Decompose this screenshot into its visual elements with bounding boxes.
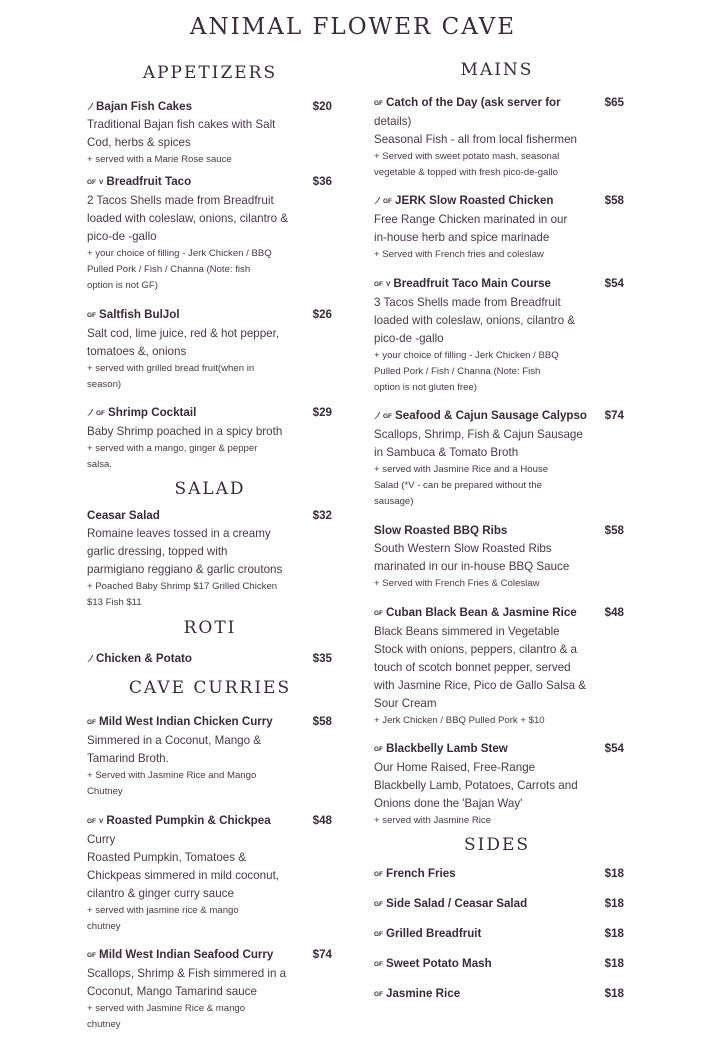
item-note-line: $13 Fish $11 [87,597,142,608]
item-description-line: Black Beans simmered in Vegetable [374,625,560,638]
spicy-pepper-icon [87,405,94,414]
menu-item [374,740,624,829]
menu-item [87,173,337,294]
item-name: Shrimp Cocktail [108,406,197,419]
menu-item [87,713,337,800]
item-name: Bajan Fish Cakes [96,100,193,113]
item-note-line: + served with grilled bread fruit(when in [87,363,255,374]
spicy-pepper-icon [87,651,94,660]
item-name: Catch of the Day (ask server for [386,96,561,109]
item-note-line: + served with Jasmine Rice [374,815,492,826]
item-note-line: + Served with French fries and coleslaw [374,249,544,260]
item-name-row [87,650,337,668]
item-description-line: garlic dressing, topped with [87,545,228,558]
item-name: Cuban Black Bean & Jasmine Rice [386,606,577,619]
section-heading: MAINS [460,60,534,80]
item-name-row [87,713,337,732]
item-note-line: Salad (*V - can be prepared without the [374,480,542,491]
item-name: Side Salad / Ceasar Salad [386,897,528,910]
item-price: $65 [601,94,624,112]
item-description-line: marinated in our in-house BBQ Sauce [374,560,570,573]
menu-item [374,407,624,510]
item-note-line: + served with Jasmine Rice and a House [374,464,549,475]
item-name-row [374,604,624,623]
item-description-line: Romaine leaves tossed in a creamy [87,527,271,540]
gluten-free-badge: GF [374,901,384,908]
gluten-free-badge: GF [374,871,384,878]
menu-item [374,925,624,944]
item-name-row [374,275,624,294]
item-description-line: Tamarind Broth. [87,752,169,765]
item-price: $18 [601,925,624,943]
gluten-free-badge: GF [87,952,97,959]
menu-item [374,94,624,181]
item-description-line: Onions done the 'Bajan Way' [374,797,523,810]
item-name-row [374,407,624,426]
item-description-line: Free Range Chicken marinated in our [374,213,568,226]
item-name: Blackbelly Lamb Stew [386,742,508,755]
item-name-row [87,173,337,192]
item-note-line: + Served with Jasmine Rice and Mango [87,770,257,781]
item-name-row [374,192,624,211]
item-price: $54 [601,275,624,293]
item-name: Roasted Pumpkin & Chickpea [106,814,271,827]
item-name-row [87,946,337,965]
gluten-free-badge: GF [374,610,384,617]
item-name: Jasmine Rice [386,987,461,1000]
item-price: $48 [601,604,624,622]
menu-title: ANIMAL FLOWER CAVE [189,14,517,40]
gluten-free-badge: GF [87,719,97,726]
item-description-line: Our Home Raised, Free-Range [374,761,536,774]
item-note-line: + Poached Baby Shrimp $17 Grilled Chicken [87,581,278,592]
menu-item [87,98,337,168]
item-description-line: with Jasmine Rice, Pico de Gallo Salsa & [374,679,586,692]
section-heading: APPETIZERS [142,63,278,83]
menu-item [374,522,624,592]
item-name-row [374,955,624,974]
section-heading: CAVE CURRIES [128,678,292,698]
vegetarian-badge: V [99,818,104,825]
item-price: $26 [309,306,332,324]
item-price: $18 [601,985,624,1003]
gluten-free-badge: GF [96,410,106,417]
item-note-line: + served with Jasmine Rice & mango [87,1003,246,1014]
item-name-row [87,306,337,325]
item-note-line: + your choice of filling - Jerk Chicken / BBQ [374,350,559,361]
gluten-free-badge: GF [383,198,393,205]
vegetarian-badge: V [386,281,391,288]
spicy-pepper-icon [374,193,381,202]
item-name: Seafood & Cajun Sausage Calypso [395,409,588,422]
item-name-row [87,812,337,831]
item-description-line: Scallops, Shrimp & Fish simmered in a [87,967,287,980]
item-name-row [374,925,624,944]
item-description-line: in Sambuca & Tomato Broth [374,446,519,459]
item-note-line: season) [87,379,122,390]
item-note-line: sausage) [374,496,414,507]
item-description-line: loaded with coleslaw, onions, cilantro & [374,314,576,327]
gluten-free-badge: GF [383,413,393,420]
item-description-line: Scallops, Shrimp, Fish & Cajun Sausage [374,428,583,441]
menu-item [87,812,337,935]
item-note-line: Chutney [87,786,123,797]
item-note-line: + served with a mango, ginger & pepper [87,443,258,454]
spicy-pepper-icon [374,408,381,417]
item-description-line: parmigiano reggiano & garlic croutons [87,563,283,576]
item-note-line: chutney [87,1019,121,1030]
item-description-line: South Western Slow Roasted Ribs [374,542,552,555]
menu-item [374,604,624,729]
item-name-row [374,522,624,540]
gluten-free-badge: GF [374,931,384,938]
item-note-line: Pulled Pork / Fish / Channa (Note: fish [87,264,251,275]
gluten-free-badge: GF [374,100,384,107]
item-name-row [374,865,624,884]
item-price: $32 [309,507,332,525]
item-price: $58 [601,522,624,540]
item-price: $20 [309,98,332,116]
item-note-line: + served with a Marie Rose sauce [87,154,232,165]
item-description-line: touch of scotch bonnet pepper, served [374,661,571,674]
item-price: $35 [309,650,332,668]
item-description-line: Coconut, Mango Tamarind sauce [87,985,257,998]
item-note-line: + Served with French Fries & Coleslaw [374,578,540,589]
gluten-free-badge: GF [87,818,97,825]
item-name: Ceasar Salad [87,509,160,522]
item-description-line: Simmered in a Coconut, Mango & [87,734,261,747]
item-description-line: Baby Shrimp poached in a spicy broth [87,425,283,438]
item-description-line: Seasonal Fish - all from local fishermen [374,133,577,146]
item-name: Slow Roasted BBQ Ribs [374,524,508,537]
item-price: $48 [309,812,332,830]
gluten-free-badge: GF [374,746,384,753]
item-price: $74 [601,407,624,425]
item-name-row [87,98,337,116]
menu-item [374,192,624,263]
item-note-line: + served with jasmine rice & mango [87,905,239,916]
item-price: $58 [309,713,332,731]
item-description-line: Blackbelly Lamb, Potatoes, Carrots and [374,779,578,792]
item-description-line: in-house herb and spice marinade [374,231,550,244]
item-name-row [374,94,624,113]
item-name: Grilled Breadfruit [386,927,482,940]
item-note-line: + Served with sweet potato mash, seasonal [374,151,560,162]
item-description-line: Salt cod, lime juice, red & hot pepper, [87,327,280,340]
item-note-line: option is not GF) [87,280,158,291]
item-description-line: Roasted Pumpkin, Tomatoes & [87,851,246,864]
menu-item [87,306,337,393]
spicy-pepper-icon [87,99,94,108]
item-name: JERK Slow Roasted Chicken [395,194,554,207]
vegetarian-badge: V [99,179,104,186]
item-price: $18 [601,895,624,913]
item-name: Breadfruit Taco Main Course [393,277,551,290]
item-description-line: Sour Cream [374,697,437,710]
item-note-line: + your choice of filling - Jerk Chicken / BBQ [87,248,272,259]
menu-item [87,650,337,668]
item-description-line: Cod, herbs & spices [87,136,191,149]
item-price: $29 [309,404,332,422]
item-name: Mild West Indian Seafood Curry [99,948,274,961]
gluten-free-badge: GF [374,281,384,288]
item-note-line: option is not gluten free) [374,382,477,393]
item-note-line: + Jerk Chicken / BBQ Pulled Pork + $10 [374,715,545,726]
item-price: $18 [601,955,624,973]
item-name-row [374,985,624,1004]
section-heading: SIDES [463,835,531,855]
item-price: $58 [601,192,624,210]
item-description-line: pico-de -gallo [374,332,444,345]
item-description-line: Stock with onions, peppers, cilantro & a [374,643,577,656]
menu-item [374,275,624,396]
item-note-line: chutney [87,921,121,932]
gluten-free-badge: GF [87,179,97,186]
menu-item [374,955,624,974]
item-note-line: vegetable & topped with fresh pico-de-gallo [374,167,558,178]
item-name: Mild West Indian Chicken Curry [99,715,273,728]
item-name: Sweet Potato Mash [386,957,492,970]
item-price: $36 [309,173,332,191]
item-price: $18 [601,865,624,883]
item-name: Breadfruit Taco [106,175,192,188]
item-description-line: 3 Tacos Shells made from Breadfruit [374,296,561,309]
item-name-row [374,895,624,914]
item-description-line: tomatoes &, onions [87,345,187,358]
section-heading: ROTI [183,618,237,638]
item-description-line: details) [374,115,412,128]
menu-item [87,404,337,473]
item-name-row [87,404,337,423]
gluten-free-badge: GF [374,991,384,998]
item-note-line: salsa. [87,459,113,470]
item-description-line: pico-de -gallo [87,230,157,243]
item-description-line: cilantro & ginger curry sauce [87,887,234,900]
item-name: Chicken & Potato [96,652,192,665]
item-description-line: loaded with coleslaw, onions, cilantro & [87,212,289,225]
item-price: $74 [309,946,332,964]
item-name-row [87,507,337,525]
gluten-free-badge: GF [374,961,384,968]
item-description-line: 2 Tacos Shells made from Breadfruit [87,194,274,207]
item-description-line: Curry [87,833,116,846]
item-note-line: Pulled Pork / Fish / Channa (Note: Fish [374,366,541,377]
item-description-line: Traditional Bajan fish cakes with Salt [87,118,276,131]
menu-item [374,895,624,914]
menu-item [87,507,337,611]
section-heading: SALAD [174,479,246,499]
item-name: Saltfish BulJol [99,308,180,321]
item-name-row [374,740,624,759]
menu-item [374,985,624,1004]
item-name: French Fries [386,867,456,880]
item-price: $54 [601,740,624,758]
menu-item [374,865,624,884]
gluten-free-badge: GF [87,312,97,319]
menu-item [87,946,337,1033]
item-description-line: Chickpeas simmered in mild coconut, [87,869,280,882]
